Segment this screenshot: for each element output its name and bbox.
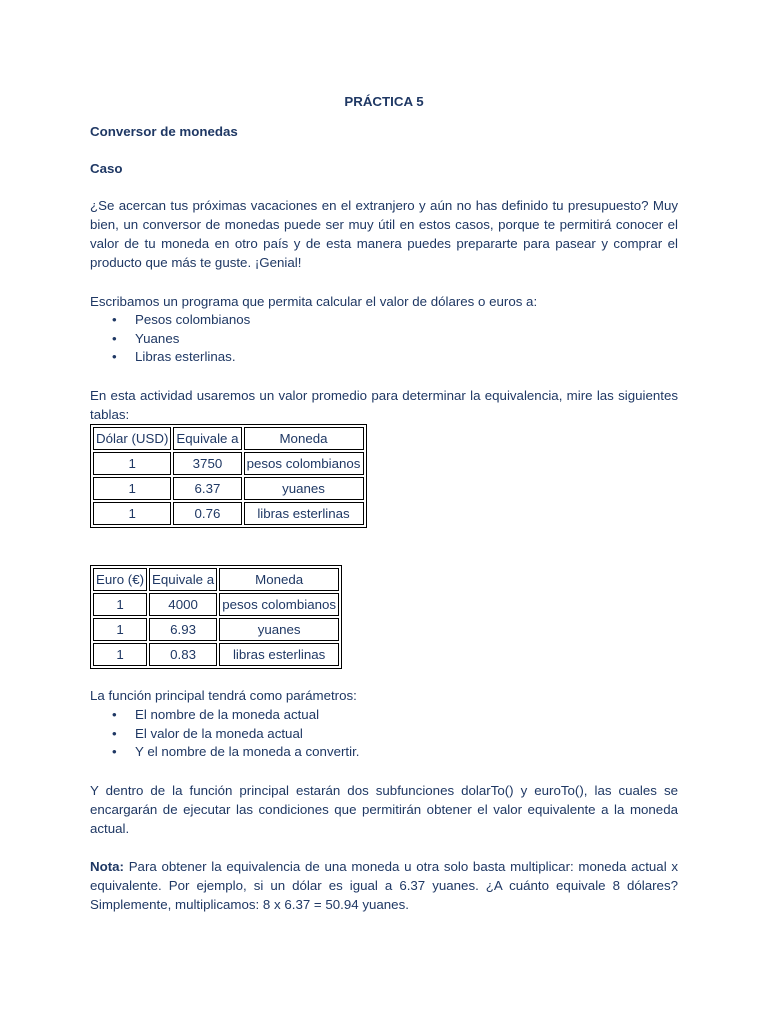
table-row: [93, 502, 364, 525]
table-cell: libras esterlinas: [219, 643, 339, 666]
subfunctions-paragraph: Y dentro de la función principal estarán dos subfunciones dolarTo() y euroTo(), las cuales se encargarán de ejecutar las condiciones que permitirán obtener el valor equivalente a la moneda actual.: [90, 783, 678, 836]
table-cell: 0.76: [173, 502, 241, 525]
table-header-cell: Moneda: [219, 568, 339, 591]
list-item: • El valor de la moneda actual: [90, 725, 359, 744]
table-row: [93, 643, 339, 666]
table-row: [93, 477, 364, 500]
table-cell: 1: [93, 477, 171, 500]
params-intro: La función principal tendrá como parámetros:: [90, 688, 357, 703]
note-label: Nota:: [90, 859, 124, 874]
table-header-cell: Dólar (USD): [93, 427, 171, 450]
program-intro: Escribamos un programa que permita calcular el valor de dólares o euros a:: [90, 294, 538, 309]
list-item: • Y el nombre de la moneda a convertir.: [90, 743, 359, 762]
note-paragraph: [90, 857, 678, 914]
table-header-cell: Equivale a: [173, 427, 241, 450]
table-row: [93, 618, 339, 641]
intro-paragraph: ¿Se acercan tus próximas vacaciones en el extranjero y aún no has definido tu presupuesto? Muy bien, un conversor de monedas puede ser muy útil en estos casos, porque te permitirá conocer el valor de tu moneda en otro país y de esta manera puedes prepararte para pasear y comprar el producto que más te guste. ¡Genial!: [90, 198, 678, 270]
table-cell: 1: [93, 502, 171, 525]
section-heading: Conversor de monedas: [90, 124, 238, 139]
table-header-row: [93, 427, 364, 450]
table-cell: pesos colombianos: [219, 593, 339, 616]
params-list: [90, 706, 359, 762]
table-cell: 3750: [173, 452, 241, 475]
table-cell: 1: [93, 452, 171, 475]
table-cell: 1: [93, 643, 147, 666]
table-header-row: [93, 568, 339, 591]
table-row: [93, 593, 339, 616]
usd-rate-table: [90, 424, 367, 528]
list-item: • Yuanes: [90, 330, 250, 349]
table-cell: 0.83: [149, 643, 217, 666]
list-item: • Libras esterlinas.: [90, 348, 250, 367]
table-cell: libras esterlinas: [244, 502, 364, 525]
table-header-cell: Equivale a: [149, 568, 217, 591]
table-cell: 1: [93, 618, 147, 641]
table-header-cell: Moneda: [244, 427, 364, 450]
currency-list: [90, 311, 250, 367]
list-item: • El nombre de la moneda actual: [90, 706, 359, 725]
table-cell: 4000: [149, 593, 217, 616]
table-header-cell: Euro (€): [93, 568, 147, 591]
table-cell: yuanes: [244, 477, 364, 500]
table-cell: 6.37: [173, 477, 241, 500]
table-row: [93, 452, 364, 475]
case-heading: Caso: [90, 161, 123, 176]
table-cell: yuanes: [219, 618, 339, 641]
table-cell: 1: [93, 593, 147, 616]
list-item: • Pesos colombianos: [90, 311, 250, 330]
tables-intro: En esta actividad usaremos un valor promedio para determinar la equivalencia, mire las siguientes tablas:: [90, 388, 678, 422]
note-text: Para obtener la equivalencia de una moneda u otra solo basta multiplicar: moneda actual x equivalente. Por ejemplo, si un dólar es igual a 6.37 yuanes. ¿A cuánto equivale 8 dólares? Simplemente, multiplicamos: 8 x 6.37 = 50.94 yuanes.: [90, 859, 678, 912]
eur-rate-table: [90, 565, 342, 669]
table-cell: pesos colombianos: [244, 452, 364, 475]
table-cell: 6.93: [149, 618, 217, 641]
page-title: PRÁCTICA 5: [344, 94, 424, 109]
